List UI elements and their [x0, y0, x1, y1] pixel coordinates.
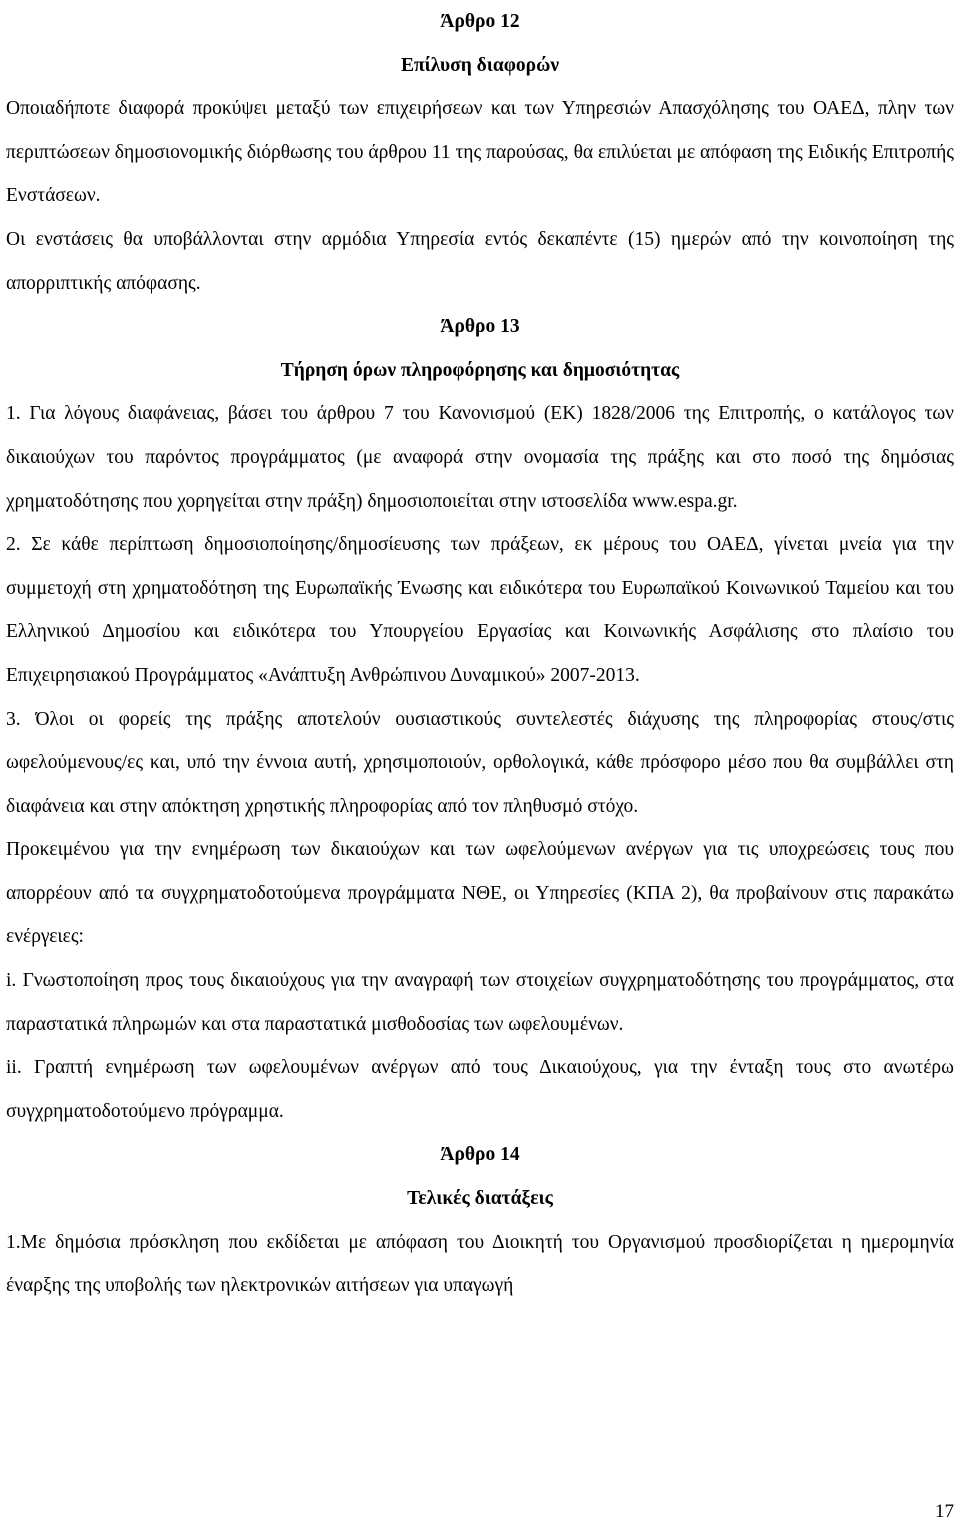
article-12-title: Άρθρο 12 — [440, 11, 520, 32]
article-13-paragraph-4: Προκειμένου για την ενημέρωση των δικαιούχων και των ωφελούμενων ανέργων για τις υποχρεώσεις τους που απορρέουν από τα συγχρηματοδοτούμενα προγράμματα ΝΘΕ, οι Υπηρεσίες (ΚΠΑ 2), θα προβαίνουν στις παρακάτω ενέργειες: — [6, 839, 954, 948]
article-13-item-i: i. Γνωστοποίηση προς τους δικαιούχους για την αναγραφή των στοιχείων συγχρηματοδότησης του προγράμματος, στα παραστατικά πληρωμών και στα παραστατικά μισθοδοσίας των ωφελουμένων. — [6, 970, 954, 1035]
article-13-paragraph-2: 2. Σε κάθε περίπτωση δημοσιοποίησης/δημοσίευσης των πράξεων, εκ μέρους του ΟΑΕΔ, γίνεται μνεία για την συμμετοχή στη χρηματοδότηση της Ευρωπαϊκής Ένωσης και ειδικότερα του Ευρωπαϊκού Κοινωνικού Ταμείου και του Ελληνικού Δημοσίου και ειδικότερα του Υπουργείου Εργασίας και Κοινωνικής Ασφάλισης στο πλαίσιο του Επιχειρησιακού Προγράμματος «Ανάπτυξη Ανθρώπινου Δυναμικού» 2007-2013. — [6, 534, 954, 686]
article-12-paragraph-1: Οποιαδήποτε διαφορά προκύψει μεταξύ των επιχειρήσεων και των Υπηρεσιών Απασχόλησης του ΟΑΕΔ, πλην των περιπτώσεων δημοσιονομικής διόρθωσης του άρθρου 11 της παρούσας, θα επιλύεται με απόφαση της Ειδικής Επιτροπής Ενστάσεων. — [6, 98, 954, 207]
article-14-subtitle: Τελικές διατάξεις — [407, 1188, 553, 1210]
article-13-title: Άρθρο 13 — [440, 316, 520, 338]
article-14-title: Άρθρο 14 — [440, 1144, 520, 1166]
article-13-subtitle: Τήρηση όρων πληροφόρησης και δημοσιότητας — [280, 359, 680, 381]
article-12-paragraph-2: Οι ενστάσεις θα υποβάλλονται στην αρμόδια Υπηρεσία εντός δεκαπέντε (15) ημερών από την κοινοποίηση της απορριπτικής απόφασης. — [6, 228, 954, 294]
article-13-item-ii: ii. Γραπτή ενημέρωση των ωφελουμένων ανέργων από τους Δικαιούχους, για την ένταξη τους στο ανωτέρω συγχρηματοδοτούμενο πρόγραμμα. — [6, 1057, 954, 1122]
article-12-subtitle: Επίλυση διαφορών — [400, 54, 560, 76]
article-13-paragraph-3: 3. Όλοι οι φορείς της πράξης αποτελούν ουσιαστικούς συντελεστές διάχυσης της πληροφορίας στους/στις ωφελούμενους/ες και, υπό την έννοια αυτή, χρησιμοποιούν, ορθολογικά, κάθε πρόσφορο μέσο που θα συμβάλλει στη διαφάνεια και στην απόκτηση χρηστικής πληροφορίας από τον πληθυσμό στόχο. — [6, 708, 954, 817]
article-14-paragraph-1: 1.Με δημόσια πρόσκληση που εκδίδεται με απόφαση του Διοικητή του Οργανισμού προσδιορίζεται η ημερομηνία έναρξης της υποβολής των ηλεκτρονικών αιτήσεων για υπαγωγή — [6, 1231, 954, 1297]
page-number: 17 — [935, 1501, 954, 1522]
document-page — [6, 0, 954, 1308]
article-13-paragraph-1: 1. Για λόγους διαφάνειας, βάσει του άρθρου 7 του Κανονισμού (ΕΚ) 1828/2006 της Επιτροπής, ο κατάλογος των δικαιούχων του παρόντος προγράμματος (με αναφορά στην ονομασία της πράξης και στο ποσό της δημόσιας χρηματοδότησης που χορηγείται στην πράξη) δημοσιοποιείται στην ιστοσελίδα www.espa.gr. — [6, 403, 954, 512]
